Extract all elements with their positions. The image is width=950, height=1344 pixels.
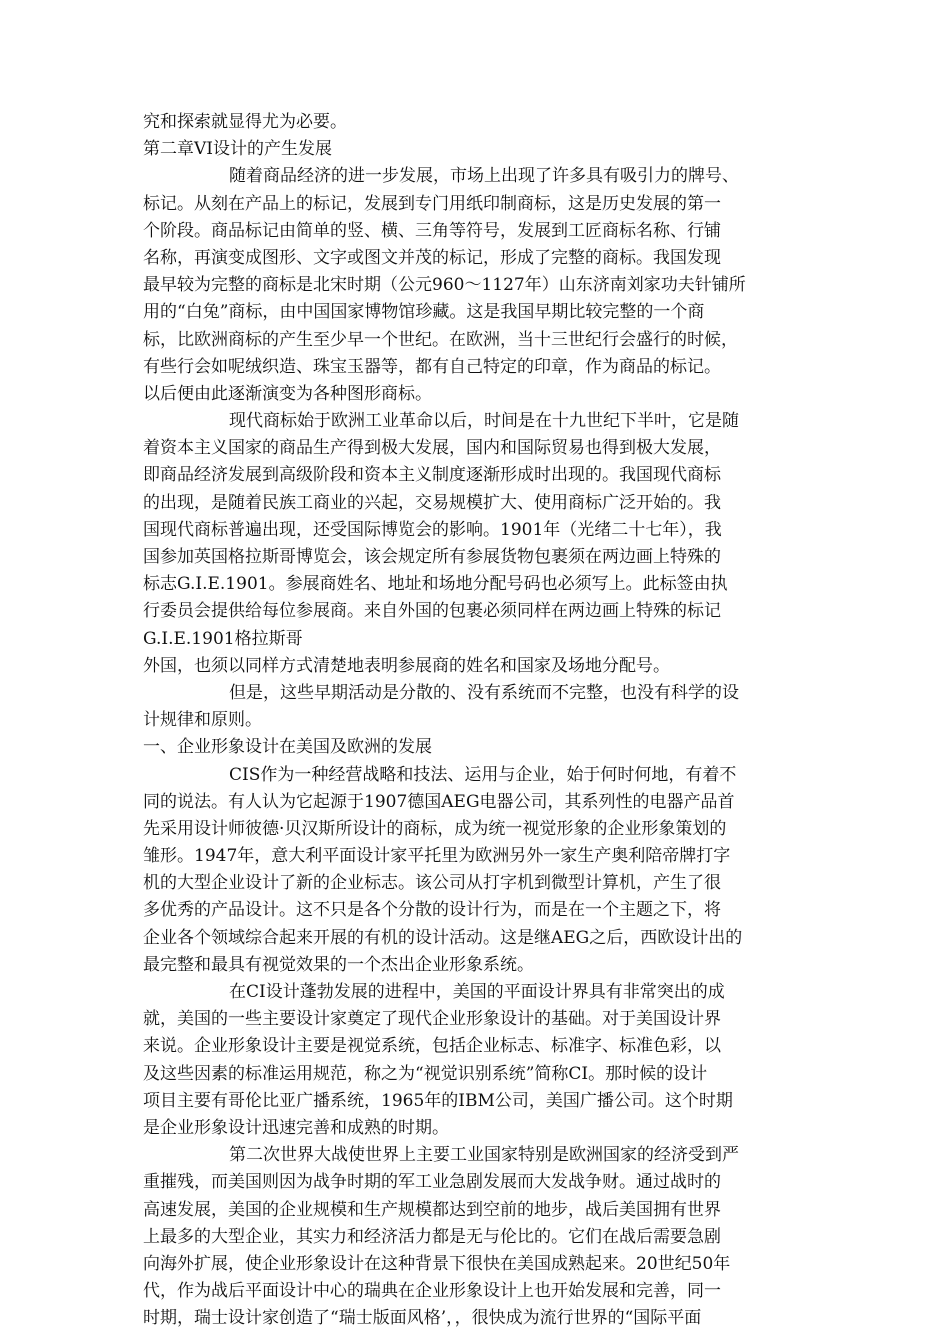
text-line: 究和探索就显得尤为必要。 [143,112,347,132]
text-line: 行委员会提供给每位参展商。来自外国的包裹必须同样在两边画上特殊的标记 [143,601,721,622]
text-line: 着资本主义国家的商品生产得到极大发展，国内和国际贸易也得到极大发展， [143,438,721,459]
text-line: 在CI设计蓬勃发展的进程中，美国的平面设计界具有非常突出的成 [229,982,725,1002]
text-line: CIS作为一种经营战略和技法、运用与企业，始于何时何地，有着不 [229,764,737,785]
text-line: 个阶段。商品标记由简单的竖、横、三角等符号，发展到工匠商标名称、行铺 [143,220,721,241]
text-line: 向海外扩展，使企业形象设计在这种背景下很快在美国成熟起来。20世纪50年 [143,1253,731,1274]
text-line: 国现代商标普遍出现，还受国际博览会的影响。1901年（光绪二十七年），我 [143,519,722,540]
text-line: 标记。从刻在产品上的标记，发展到专门用纸印制商标，这是历史发展的第一 [143,193,721,214]
text-line: 标志G.I.E.1901。参展商姓名、地址和场地分配号码也必须写上。此标签由执 [143,574,728,595]
text-line: 及这些因素的标准运用规范，称之为“视觉识别系统”简称CI。那时候的设计 [143,1063,708,1084]
text-line: 但是，这些早期活动是分散的、没有系统而不完整，也没有科学的设 [229,682,739,703]
text-line: 以后便由此逐渐演变为各种图形商标。 [143,383,432,404]
document-body [143,109,803,1332]
text-line: 高速发展，美国的企业规模和生产规模都达到空前的地步，战后美国拥有世界 [143,1199,721,1220]
text-line: 用的“白兔”商标，由中国国家博物馆珍藏。这是我国早期比较完整的一个商 [143,302,705,323]
text-line: 即商品经济发展到高级阶段和资本主义制度逐渐形成时出现的。我国现代商标 [143,465,721,486]
text-line: 一、企业形象设计在美国及欧洲的发展 [143,737,432,758]
text-line: 先采用设计师彼德·贝汉斯所设计的商标，成为统一视觉形象的企业形象策划的 [143,818,727,839]
text-line: 就，美国的一些主要设计家奠定了现代企业形象设计的基础。对于美国设计界 [143,1009,721,1030]
text-line: 现代商标始于欧洲工业革命以后，时间是在十九世纪下半叶，它是随 [229,411,739,432]
text-line: 第二章VI设计的产生发展 [143,139,332,160]
text-line: G.I.E.1901格拉斯哥 [143,628,303,649]
text-line: 时期，瑞士设计家创造了“瑞士版面风格’，，很快成为流行世界的“国际平面 [143,1308,702,1329]
text-line: 外国，也须以同样方式清楚地表明参展商的姓名和国家及场地分配号。 [143,655,670,676]
text-line: 来说。企业形象设计主要是视觉系统，包括企业标志、标准字、标准色彩，以 [143,1036,721,1057]
text-line: 最完整和最具有视觉效果的一个杰出企业形象系统。 [143,954,534,975]
text-line: 企业各个领域综合起来开展的有机的设计活动。这是继AEG之后，西欧设计出的 [143,927,743,948]
text-line: 国参加英国格拉斯哥博览会，该会规定所有参展货物包裹须在两边画上特殊的 [143,547,721,567]
text-line: 项目主要有哥伦比亚广播系统，1965年的IBM公司，美国广播公司。这个时期 [143,1090,733,1111]
text-line: 代，作为战后平面设计中心的瑞典在企业形象设计上也开始发展和完善，同一 [143,1281,721,1302]
text-line: 有些行会如呢绒织造、珠宝玉器等，都有自己特定的印章，作为商品的标记。 [143,356,721,377]
text-line: 随着商品经济的进一步发展，市场上出现了许多具有吸引力的牌号、 [229,166,739,187]
text-line: 是企业形象设计迅速完善和成熟的时期。 [143,1117,449,1138]
text-line: 的出现，是随着民族工商业的兴起，交易规模扩大、使用商标广泛开始的。我 [143,492,721,513]
text-line: 标，比欧洲商标的产生至少早一个世纪。在欧洲，当十三世纪行会盛行的时候， [143,329,738,350]
text-line: 机的大型企业设计了新的企业标志。该公司从打字机到微型计算机，产生了很 [143,873,721,894]
text-line: 重摧残，而美国则因为战争时期的军工业急剧发展而大发战争财。通过战时的 [143,1172,721,1193]
text-line: 名称，再演变成图形、文字或图文并茂的标记，形成了完整的商标。我国发现 [143,247,721,268]
text-line: 最早较为完整的商标是北宋时期（公元960～1127年）山东济南刘家功夫针铺所 [143,275,746,296]
text-line: 多优秀的产品设计。这不只是各个分散的设计行为，而是在一个主题之下，将 [143,900,721,921]
text-line: 第二次世界大战使世界上主要工业国家特别是欧洲国家的经济受到严 [229,1145,739,1166]
text-line: 雏形。1947年，意大利平面设计家平托里为欧洲另外一家生产奥利陪帝牌打字 [143,846,731,867]
text-line: 上最多的大型企业，其实力和经济活力都是无与伦比的。它们在战后需要急剧 [143,1226,721,1247]
text-line: 同的说法。有人认为它起源于1907德国AEG电器公司，其系列性的电器产品首 [143,791,735,812]
text-line: 计规律和原则。 [143,710,262,731]
